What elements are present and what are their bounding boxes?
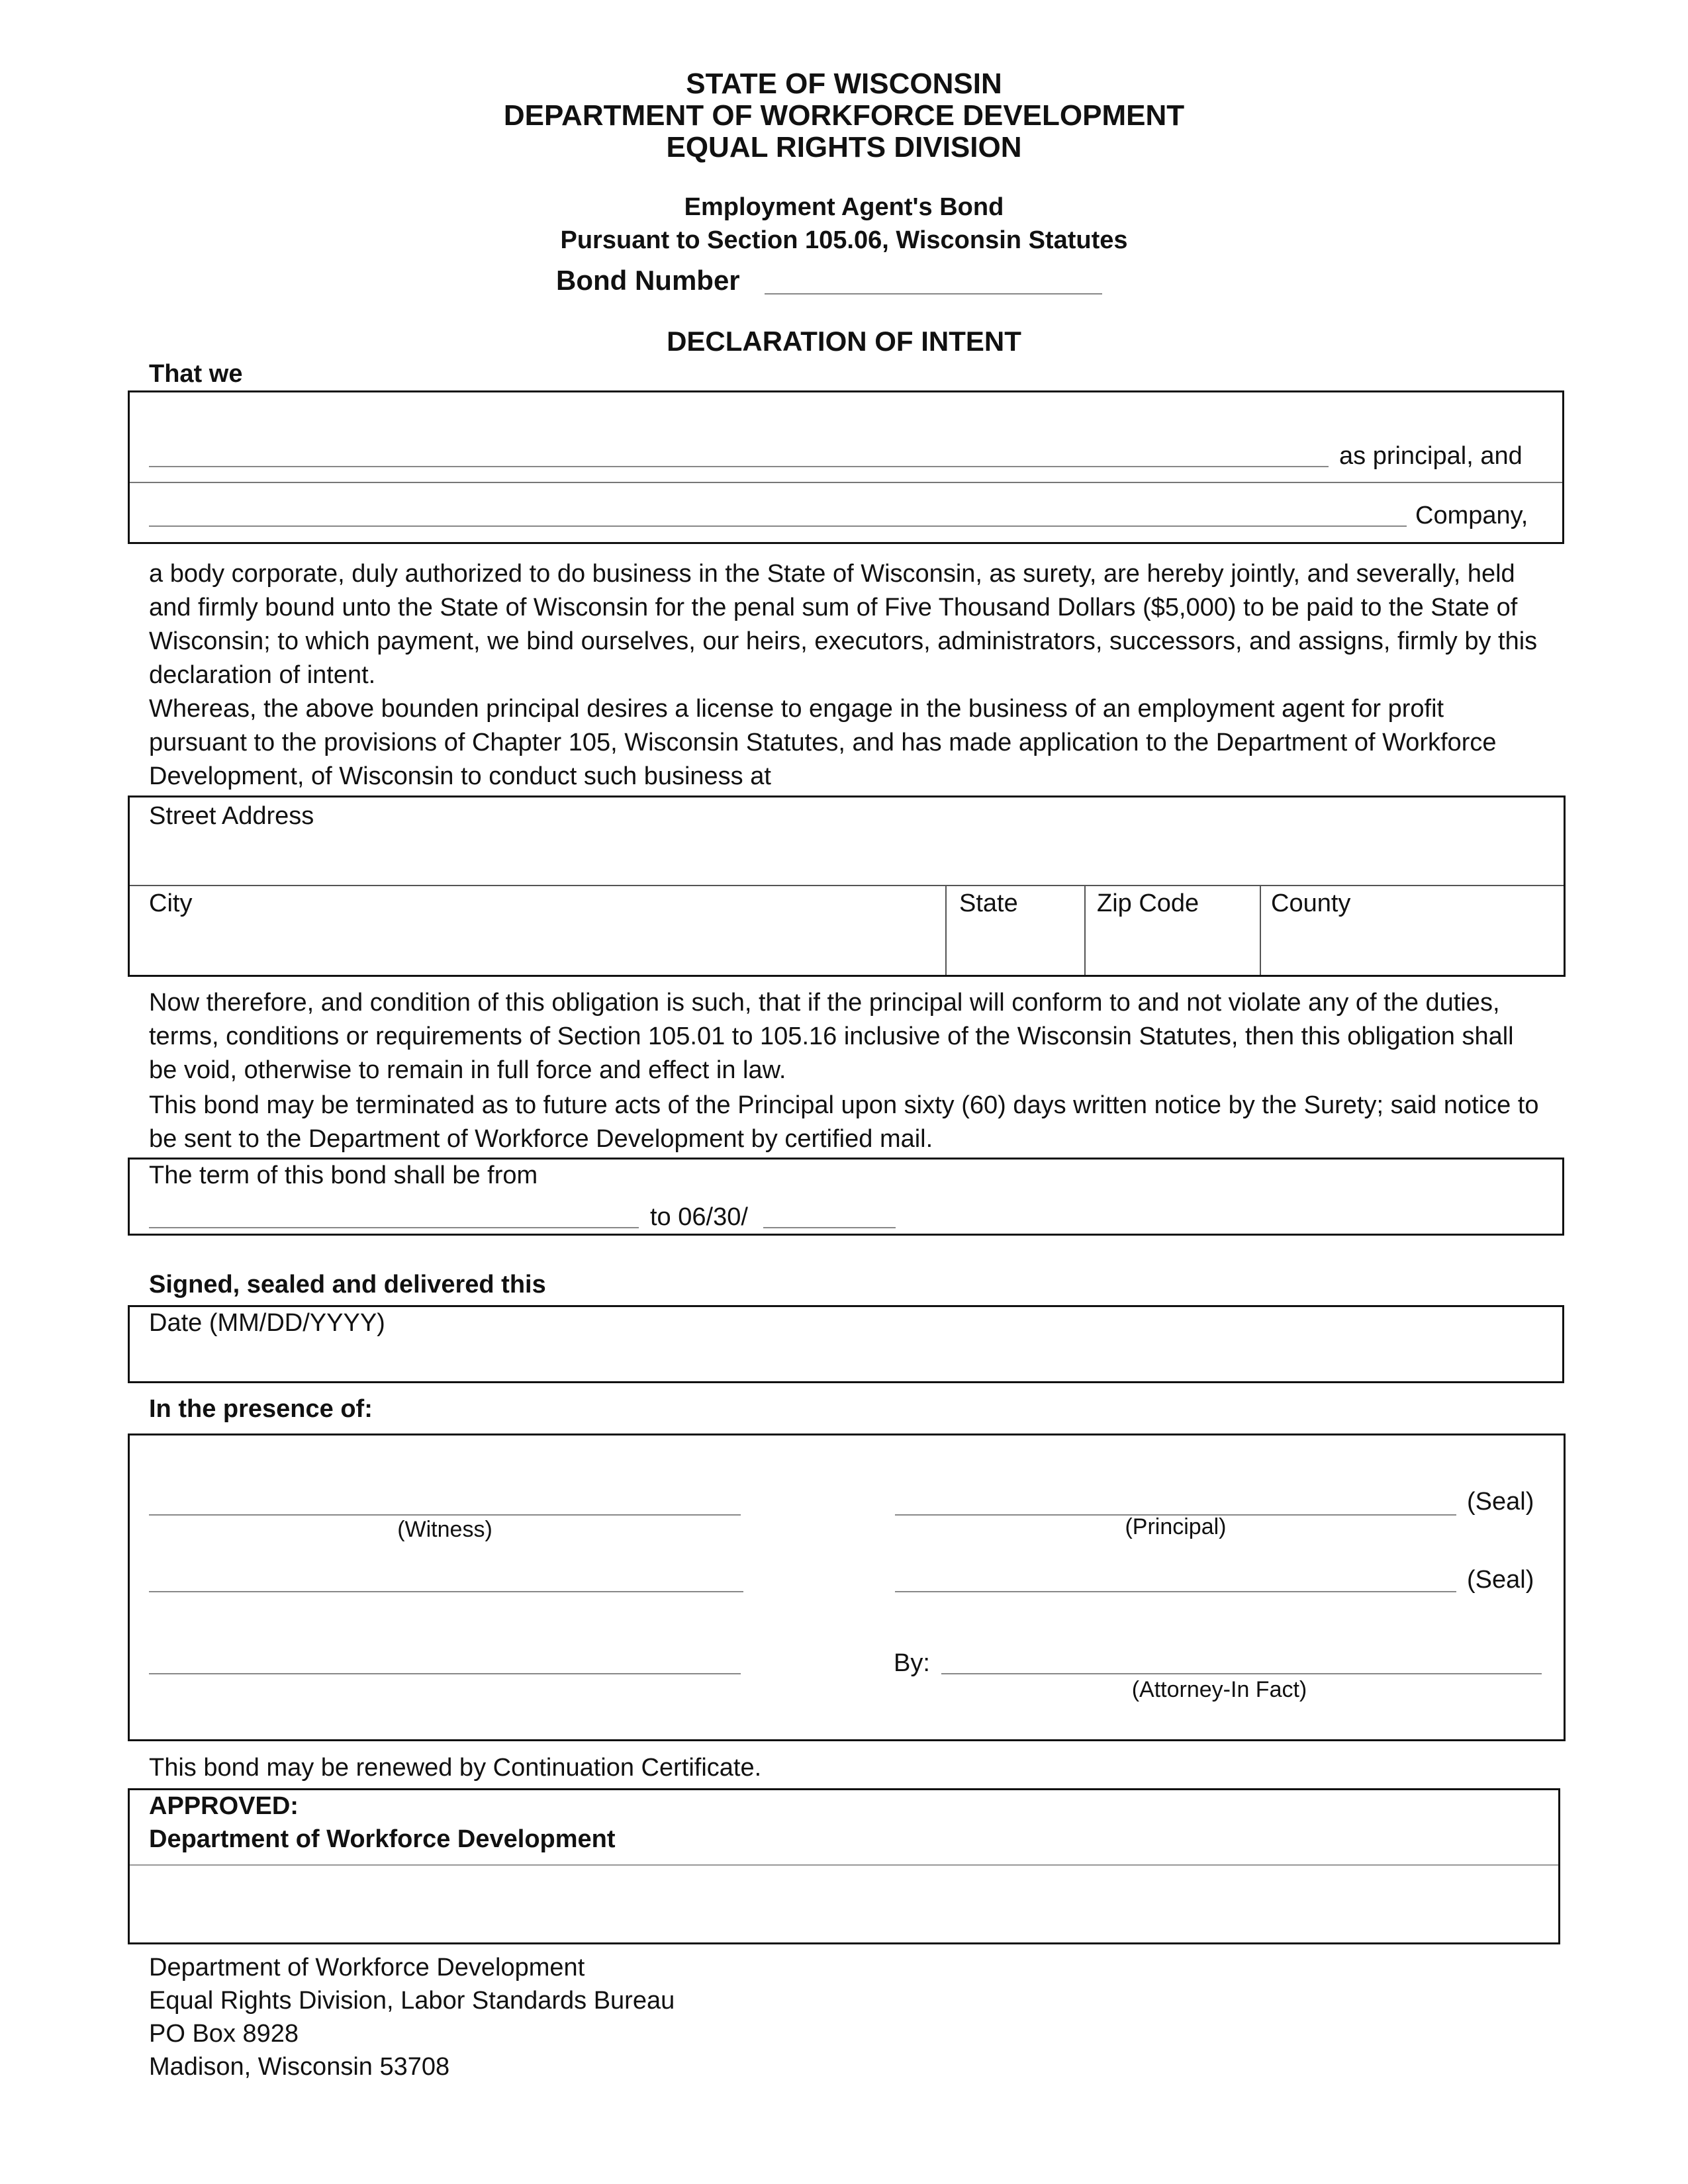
principal-field[interactable] <box>149 466 1329 467</box>
bond-number-field[interactable] <box>765 293 1102 295</box>
date-label: Date (MM/DD/YYYY) <box>149 1309 385 1337</box>
state-label: State <box>959 889 1018 917</box>
witness-1-signature-line[interactable] <box>149 1514 741 1516</box>
header-state: STATE OF WISCONSIN <box>686 68 1002 100</box>
witness-3-signature-line[interactable] <box>149 1673 741 1674</box>
that-we-label: That we <box>149 360 243 388</box>
date-field[interactable] <box>149 1343 1546 1378</box>
renewal-note: This bond may be renewed by Continuation Certificate. <box>149 1754 762 1782</box>
approval-signature-area[interactable] <box>132 1866 1556 1939</box>
presence-heading: In the presence of: <box>149 1395 373 1423</box>
company-field[interactable] <box>149 525 1407 527</box>
by-label: By: <box>894 1649 930 1677</box>
principal-label: (Principal) <box>1125 1514 1227 1539</box>
seal-label-2: (Seal) <box>1467 1566 1534 1594</box>
approval-department: Department of Workforce Development <box>149 1825 616 1853</box>
term-to-year-field[interactable] <box>763 1227 896 1228</box>
header-department: DEPARTMENT OF WORKFORCE DEVELOPMENT <box>503 99 1185 132</box>
witness-2-signature-line[interactable] <box>149 1591 743 1592</box>
zip-code-label: Zip Code <box>1097 889 1199 917</box>
witness-label: (Witness) <box>397 1517 492 1542</box>
form-title: Employment Agent's Bond <box>684 193 1004 221</box>
signed-heading: Signed, sealed and delivered this <box>149 1271 546 1298</box>
city-field[interactable] <box>149 923 937 969</box>
surety-signature-line[interactable] <box>895 1591 1456 1592</box>
county-field[interactable] <box>1271 923 1552 969</box>
state-field[interactable] <box>959 923 1085 969</box>
footer-line-4: Madison, Wisconsin 53708 <box>149 2053 450 2081</box>
whereas-paragraph: Whereas, the above bounden principal desires a license to engage in the business of an employment agent for profit pursuant to the provisions of Chapter 105, Wisconsin Statutes, and has made application to the Department of Workforce Development, of Wisconsin to conduct such business at <box>149 695 1497 790</box>
header-division: EQUAL RIGHTS DIVISION <box>666 131 1022 163</box>
attorney-signature-line[interactable] <box>941 1673 1542 1674</box>
attorney-label: (Attorney-In Fact) <box>1131 1677 1307 1702</box>
zip-code-field[interactable] <box>1097 923 1259 969</box>
bond-number-label: Bond Number <box>556 265 740 296</box>
street-address-field[interactable] <box>149 835 1552 880</box>
statute-reference: Pursuant to Section 105.06, Wisconsin Statutes <box>560 226 1128 254</box>
approved-label: APPROVED: <box>149 1792 299 1820</box>
term-to-label: to 06/30/ <box>650 1203 748 1231</box>
approval-divider <box>130 1864 1558 1866</box>
county-label: County <box>1271 889 1351 917</box>
footer-line-2: Equal Rights Division, Labor Standards Bureau <box>149 1987 675 2015</box>
footer-line-1: Department of Workforce Development <box>149 1954 585 1981</box>
seal-label-1: (Seal) <box>1467 1488 1534 1516</box>
address-col-divider-1 <box>945 885 947 975</box>
city-label: City <box>149 889 193 917</box>
company-suffix: Company, <box>1415 502 1528 529</box>
term-label: The term of this bond shall be from <box>149 1161 538 1189</box>
section-title: DECLARATION OF INTENT <box>667 326 1021 357</box>
surety-paragraph: a body corporate, duly authorized to do business in the State of Wisconsin, as surety, are hereby jointly, and severally, held and firmly bound unto the State of Wisconsin for the penal sum of Five Thousand Dollars ($5,000) to be paid to the State of Wisconsin; to which payment, we bind ourselves, our heirs, executors, administrators, successors, and assigns, firmly by this declaration of intent. <box>149 560 1538 689</box>
term-from-field[interactable] <box>149 1227 639 1228</box>
parties-divider <box>130 482 1562 483</box>
principal-suffix: as principal, and <box>1339 442 1523 470</box>
street-address-label: Street Address <box>149 802 314 830</box>
now-therefore-paragraph: Now therefore, and condition of this obligation is such, that if the principal will conform to and not violate any of the duties, terms, conditions or requirements of Section 105.01 to 105.16 inclusive of the Wisconsin Statutes, then this obligation shall be void, otherwise to remain in full force and effect in law. <box>149 989 1514 1084</box>
address-col-divider-3 <box>1260 885 1261 975</box>
address-divider <box>130 885 1564 886</box>
footer-line-3: PO Box 8928 <box>149 2020 299 2048</box>
termination-paragraph: This bond may be terminated as to future acts of the Principal upon sixty (60) days written notice by the Surety; said notice to be sent to the Department of Workforce Development by certified mail. <box>149 1091 1539 1153</box>
